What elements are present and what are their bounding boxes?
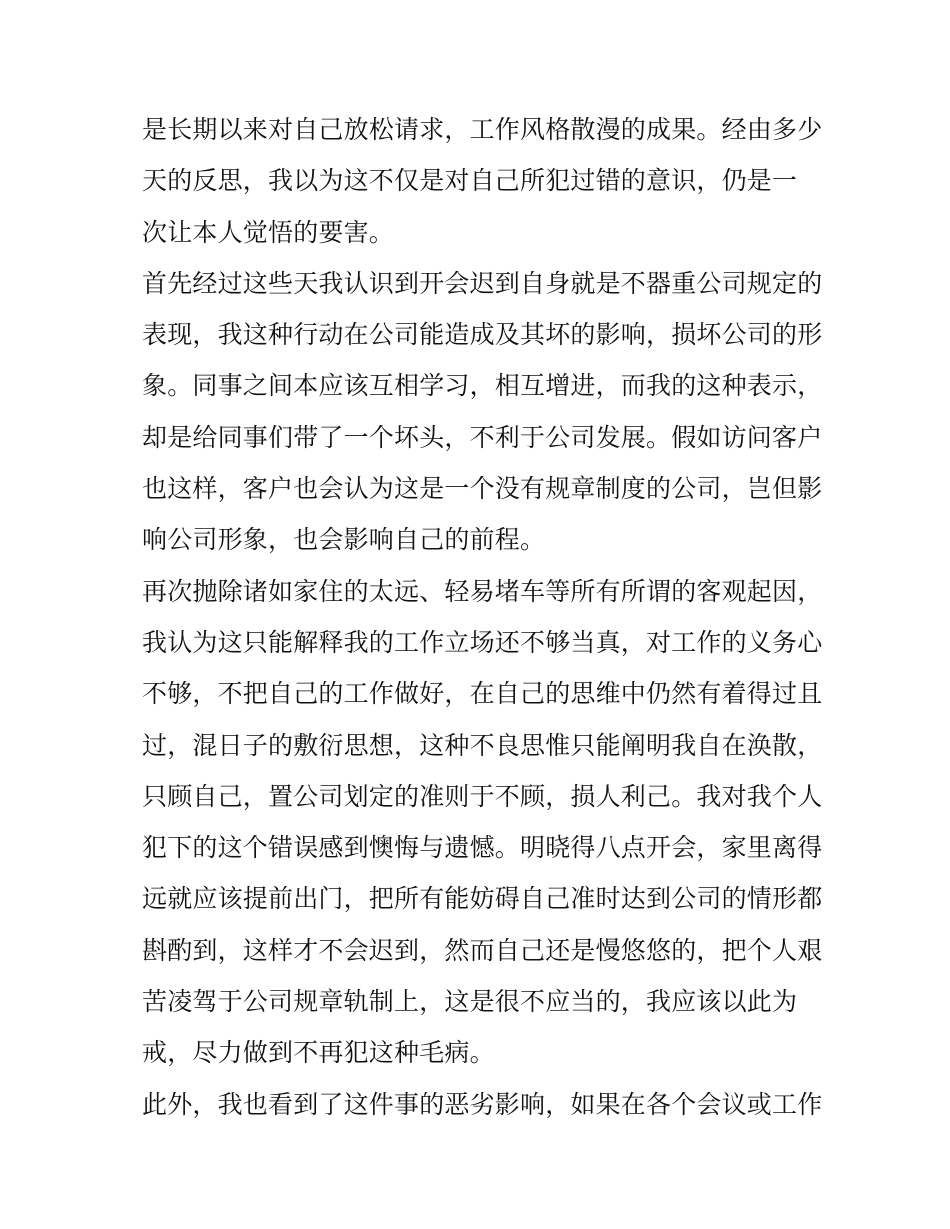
text-line: 象。同事之间本应该互相学习，相互增进，而我的这种表示， xyxy=(142,371,823,401)
text-line: 此外，我也看到了这件事的恶劣影响，如果在各个会议或工作 xyxy=(142,1089,823,1119)
text-line: 却是给同事们带了一个坏头，不利于公司发展。假如访问客户 xyxy=(142,422,823,452)
text-line: 次让本人觉悟的要害。 xyxy=(142,217,395,247)
text-line: 表现，我这种行动在公司能造成及其坏的影响，损坏公司的形 xyxy=(142,320,823,350)
text-line: 是长期以来对自己放松请求，工作风格散漫的成果。经由多少 xyxy=(142,115,823,144)
text-line: 也这样，客户也会认为这是一个没有规章制度的公司，岂但影 xyxy=(142,474,823,504)
text-line: 犯下的这个错误感到懊悔与遗憾。明晓得八点开会，家里离得 xyxy=(142,833,823,863)
text-line: 再次抛除诸如家住的太远、轻易堵车等所有所谓的客观起因， xyxy=(142,576,823,606)
text-line: 只顾自己，置公司划定的准则于不顾，损人利己。我对我个人 xyxy=(142,781,823,811)
text-line: 苦凌驾于公司规章轨制上，这是很不应当的，我应该以此为 xyxy=(142,987,798,1017)
text-line: 戒，尽力做到不再犯这种毛病。 xyxy=(142,1038,495,1068)
text-line: 不够，不把自己的工作做好，在自己的思维中仍然有着得过且 xyxy=(142,679,823,709)
text-line: 斟酌到，这样才不会迟到，然而自己还是慢悠悠的，把个人艰 xyxy=(142,935,823,965)
text-line: 我认为这只能解释我的工作立场还不够当真，对工作的义务心 xyxy=(142,627,823,657)
text-line: 首先经过这些天我认识到开会迟到自身就是不器重公司规定的 xyxy=(142,268,823,298)
text-line: 过，混日子的敷衍思想，这种不良思惟只能阐明我自在涣散， xyxy=(142,730,823,760)
document-body xyxy=(142,104,823,1130)
text-line: 天的反思，我以为这不仅是对自己所犯过错的意识，仍是一 xyxy=(142,166,798,196)
text-line: 远就应该提前出门，把所有能妨碍自己准时达到公司的情形都 xyxy=(142,884,823,914)
text-line: 响公司形象，也会影响自己的前程。 xyxy=(142,525,546,555)
